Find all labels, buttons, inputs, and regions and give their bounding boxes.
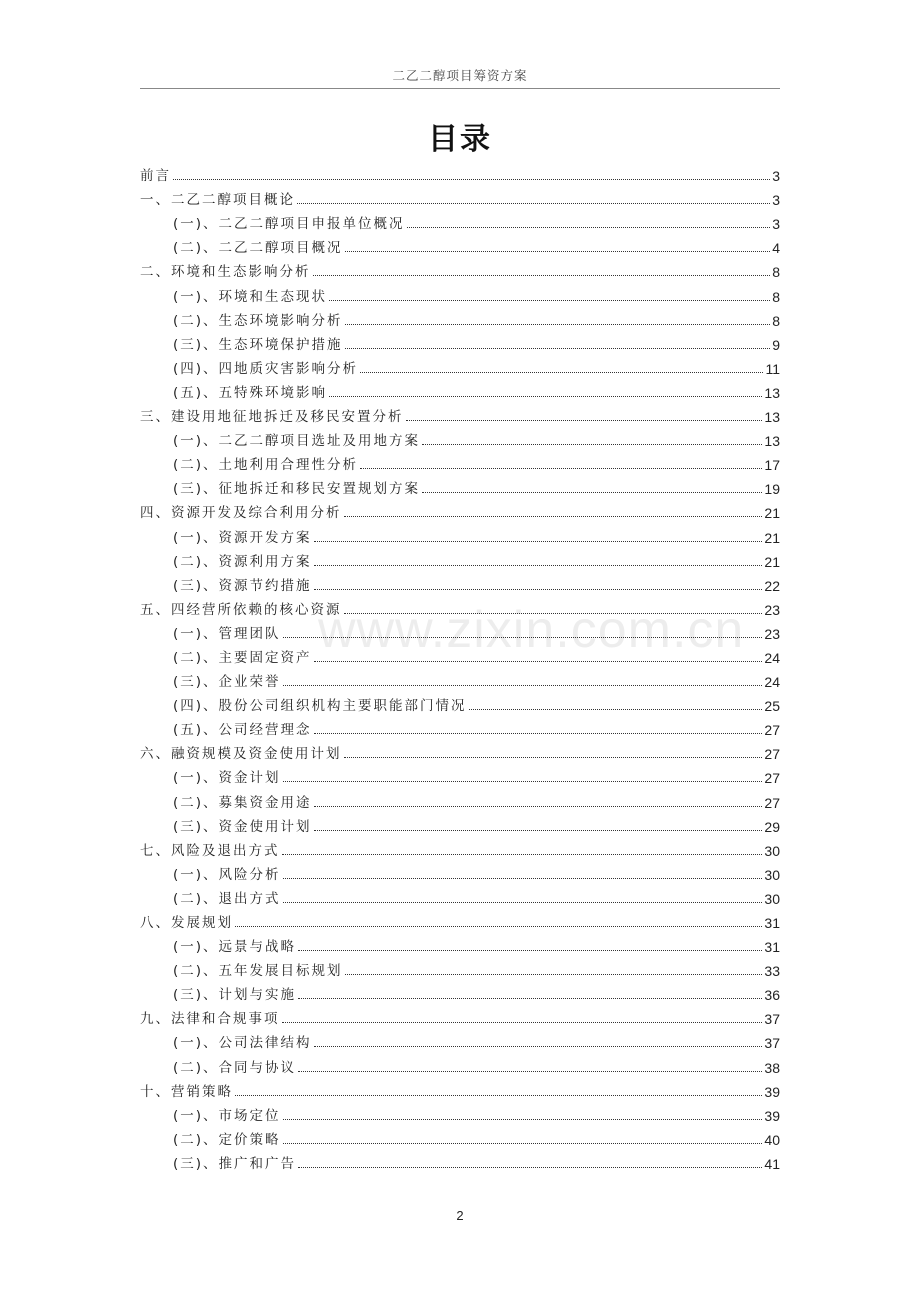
toc-entry-label: (二)、二乙二醇项目概况 bbox=[173, 240, 343, 257]
dot-leader bbox=[314, 661, 763, 662]
toc-entry-label: (五)、公司经营理念 bbox=[173, 722, 312, 739]
dot-leader bbox=[173, 179, 770, 180]
dot-leader bbox=[469, 709, 763, 710]
toc-subentry[interactable] bbox=[140, 570, 780, 594]
dot-leader bbox=[422, 492, 762, 493]
toc-subentry[interactable] bbox=[140, 521, 780, 545]
toc-subentry[interactable] bbox=[140, 811, 780, 835]
dot-leader bbox=[329, 396, 762, 397]
dot-leader bbox=[283, 878, 763, 879]
running-header: 二乙二醇项目筹资方案 bbox=[392, 68, 528, 83]
toc-entry-label: (二)、主要固定资产 bbox=[173, 649, 312, 666]
toc-entry-page: 39 bbox=[764, 1083, 780, 1100]
toc-entry-page: 13 bbox=[764, 433, 780, 450]
toc-entry-label: 二、环境和生态影响分析 bbox=[140, 264, 311, 281]
toc-subentry[interactable] bbox=[140, 1027, 780, 1051]
toc-subentry[interactable] bbox=[140, 329, 780, 353]
dot-leader bbox=[345, 251, 771, 252]
toc-subentry[interactable] bbox=[140, 859, 780, 883]
toc-entry-page: 39 bbox=[764, 1107, 780, 1124]
toc-entry-page: 13 bbox=[764, 409, 780, 426]
toc-entry[interactable] bbox=[140, 594, 780, 618]
toc-subentry[interactable] bbox=[140, 353, 780, 377]
toc-subentry[interactable] bbox=[140, 979, 780, 1003]
toc-entry-label: (三)、计划与实施 bbox=[173, 987, 297, 1004]
dot-leader bbox=[422, 444, 762, 445]
watermark-text: www.zixin.com.cn bbox=[318, 601, 745, 659]
dot-leader bbox=[344, 613, 763, 614]
toc-entry-page: 21 bbox=[764, 505, 780, 522]
toc-entry-label: 七、风险及退出方式 bbox=[140, 842, 280, 859]
toc-subentry[interactable] bbox=[140, 1148, 780, 1172]
toc-entry-page: 3 bbox=[772, 216, 780, 233]
page-title: 目录 bbox=[428, 122, 492, 157]
toc-entry-label: (三)、资源节约措施 bbox=[173, 577, 312, 594]
dot-leader bbox=[313, 275, 771, 276]
dot-leader bbox=[283, 1143, 763, 1144]
toc-entry-label: (一)、资源开发方案 bbox=[173, 529, 312, 546]
toc-entry-page: 23 bbox=[764, 625, 780, 642]
toc-entry-label: (一)、市场定位 bbox=[173, 1107, 281, 1124]
toc-subentry[interactable] bbox=[140, 305, 780, 329]
dot-leader bbox=[314, 565, 763, 566]
toc-entry-label: (二)、定价策略 bbox=[173, 1131, 281, 1148]
toc-entry[interactable] bbox=[140, 835, 780, 859]
toc-entry-page: 27 bbox=[764, 746, 780, 763]
toc-entry[interactable] bbox=[140, 184, 780, 208]
toc-entry-label: 八、发展规划 bbox=[140, 915, 233, 931]
toc-entry-label: (一)、风险分析 bbox=[173, 866, 281, 883]
dot-leader bbox=[298, 950, 762, 951]
toc-entry-page: 4 bbox=[772, 240, 780, 257]
toc-subentry[interactable] bbox=[140, 1051, 780, 1075]
toc-entry[interactable] bbox=[140, 1003, 780, 1027]
toc-subentry[interactable] bbox=[140, 642, 780, 666]
toc-subentry[interactable] bbox=[140, 714, 780, 738]
dot-leader bbox=[282, 1022, 763, 1023]
table-of-contents bbox=[140, 160, 780, 1172]
toc-subentry[interactable] bbox=[140, 931, 780, 955]
toc-entry-page: 24 bbox=[764, 674, 780, 691]
dot-leader bbox=[360, 468, 762, 469]
toc-entry[interactable] bbox=[140, 1076, 780, 1100]
toc-entry-label: (四)、股份公司组织机构主要职能部门情况 bbox=[173, 698, 467, 715]
toc-subentry[interactable] bbox=[140, 232, 780, 256]
toc-entry-page: 3 bbox=[772, 168, 780, 185]
toc-subentry[interactable] bbox=[140, 1100, 780, 1124]
toc-subentry[interactable] bbox=[140, 762, 780, 786]
toc-subentry[interactable] bbox=[140, 666, 780, 690]
toc-entry-label: (三)、资金使用计划 bbox=[173, 818, 312, 835]
header-divider bbox=[140, 88, 780, 89]
dot-leader bbox=[298, 1167, 762, 1168]
toc-entry-page: 24 bbox=[764, 649, 780, 666]
dot-leader bbox=[345, 324, 771, 325]
dot-leader bbox=[282, 854, 763, 855]
dot-leader bbox=[283, 902, 763, 903]
dot-leader bbox=[329, 300, 770, 301]
toc-entry-page: 21 bbox=[764, 553, 780, 570]
toc-entry-label: (一)、二乙二醇项目选址及用地方案 bbox=[173, 433, 421, 450]
toc-entry[interactable] bbox=[140, 160, 780, 184]
toc-entry-page: 27 bbox=[764, 794, 780, 811]
toc-entry-label: (二)、生态环境影响分析 bbox=[173, 312, 343, 329]
toc-entry-label: (三)、推广和广告 bbox=[173, 1155, 297, 1172]
dot-leader bbox=[314, 1046, 763, 1047]
dot-leader bbox=[407, 227, 771, 228]
toc-entry-label: (一)、二乙二醇项目申报单位概况 bbox=[173, 216, 405, 233]
toc-entry-page: 21 bbox=[764, 529, 780, 546]
toc-subentry[interactable] bbox=[140, 280, 780, 304]
toc-entry-page: 17 bbox=[764, 457, 780, 474]
toc-entry-page: 41 bbox=[764, 1155, 780, 1172]
toc-entry-page: 27 bbox=[764, 770, 780, 787]
toc-entry-page: 36 bbox=[764, 987, 780, 1004]
toc-entry-label: 前言 bbox=[140, 168, 171, 185]
toc-entry-label: (一)、环境和生态现状 bbox=[173, 288, 328, 305]
toc-entry-page: 3 bbox=[772, 192, 780, 209]
dot-leader bbox=[314, 830, 763, 831]
toc-entry-label: (二)、退出方式 bbox=[173, 890, 281, 907]
dot-leader bbox=[345, 974, 763, 975]
toc-entry[interactable] bbox=[140, 497, 780, 521]
toc-entry-label: 九、法律和合规事项 bbox=[140, 1011, 280, 1028]
toc-entry-label: (四)、四地质灾害影响分析 bbox=[173, 360, 359, 377]
toc-entry-page: 33 bbox=[764, 963, 780, 980]
dot-leader bbox=[298, 998, 762, 999]
page-number: 2 bbox=[456, 1208, 464, 1223]
toc-entry-label: 六、融资规模及资金使用计划 bbox=[140, 746, 342, 763]
dot-leader bbox=[283, 781, 763, 782]
dot-leader bbox=[345, 348, 771, 349]
toc-entry[interactable] bbox=[140, 907, 780, 931]
toc-entry-page: 31 bbox=[764, 939, 780, 956]
toc-entry-label: (五)、五特殊环境影响 bbox=[173, 384, 328, 401]
toc-entry-label: 十、营销策略 bbox=[140, 1083, 233, 1100]
toc-entry-label: (一)、管理团队 bbox=[173, 625, 281, 642]
toc-entry[interactable] bbox=[140, 401, 780, 425]
toc-subentry[interactable] bbox=[140, 1124, 780, 1148]
toc-entry-page: 30 bbox=[764, 866, 780, 883]
toc-entry-label: (二)、土地利用合理性分析 bbox=[173, 457, 359, 474]
dot-leader bbox=[314, 541, 763, 542]
dot-leader bbox=[283, 1119, 763, 1120]
toc-entry-label: 一、二乙二醇项目概论 bbox=[140, 192, 295, 209]
toc-entry-label: 四、资源开发及综合利用分析 bbox=[140, 505, 342, 522]
dot-leader bbox=[406, 420, 763, 421]
toc-entry-page: 27 bbox=[764, 722, 780, 739]
toc-subentry[interactable] bbox=[140, 208, 780, 232]
toc-entry-page: 23 bbox=[764, 601, 780, 618]
dot-leader bbox=[344, 516, 763, 517]
toc-entry-label: (二)、募集资金用途 bbox=[173, 794, 312, 811]
toc-entry-page: 37 bbox=[764, 1035, 780, 1052]
toc-entry-page: 31 bbox=[764, 915, 780, 931]
toc-entry-page: 22 bbox=[764, 577, 780, 594]
toc-entry-page: 40 bbox=[764, 1131, 780, 1148]
toc-entry-page: 8 bbox=[772, 264, 780, 281]
toc-entry-page: 8 bbox=[772, 288, 780, 305]
toc-entry-page: 9 bbox=[772, 336, 780, 353]
toc-entry-page: 37 bbox=[764, 1011, 780, 1028]
dot-leader bbox=[235, 926, 762, 927]
toc-subentry[interactable] bbox=[140, 955, 780, 979]
dot-leader bbox=[314, 806, 763, 807]
toc-subentry[interactable] bbox=[140, 473, 780, 497]
toc-entry-page: 11 bbox=[765, 360, 780, 377]
dot-leader bbox=[314, 733, 763, 734]
toc-entry-page: 13 bbox=[764, 384, 780, 401]
toc-entry-page: 25 bbox=[764, 698, 780, 715]
dot-leader bbox=[314, 589, 763, 590]
toc-entry-label: (二)、合同与协议 bbox=[173, 1059, 297, 1076]
toc-entry-label: (三)、生态环境保护措施 bbox=[173, 336, 343, 353]
toc-subentry[interactable] bbox=[140, 449, 780, 473]
toc-entry-label: (二)、资源利用方案 bbox=[173, 553, 312, 570]
dot-leader bbox=[297, 203, 770, 204]
toc-subentry[interactable] bbox=[140, 618, 780, 642]
dot-leader bbox=[298, 1071, 762, 1072]
dot-leader bbox=[235, 1095, 762, 1096]
toc-entry-label: 三、建设用地征地拆迁及移民安置分析 bbox=[140, 409, 404, 426]
toc-subentry[interactable] bbox=[140, 690, 780, 714]
toc-entry-label: (一)、远景与战略 bbox=[173, 939, 297, 956]
toc-entry-page: 30 bbox=[764, 890, 780, 907]
toc-entry-label: 五、四经营所依赖的核心资源 bbox=[140, 601, 342, 618]
toc-subentry[interactable] bbox=[140, 377, 780, 401]
toc-subentry[interactable] bbox=[140, 425, 780, 449]
toc-entry[interactable] bbox=[140, 256, 780, 280]
toc-entry-page: 30 bbox=[764, 842, 780, 859]
dot-leader bbox=[283, 637, 763, 638]
toc-entry-label: (二)、五年发展目标规划 bbox=[173, 963, 343, 980]
dot-leader bbox=[360, 372, 763, 373]
toc-entry-page: 8 bbox=[772, 312, 780, 329]
toc-entry-label: (一)、资金计划 bbox=[173, 770, 281, 787]
toc-entry-page: 38 bbox=[764, 1059, 780, 1076]
toc-entry[interactable] bbox=[140, 738, 780, 762]
dot-leader bbox=[283, 685, 763, 686]
toc-entry-page: 29 bbox=[764, 818, 780, 835]
toc-entry-page: 19 bbox=[764, 481, 780, 498]
toc-entry-label: (一)、公司法律结构 bbox=[173, 1035, 312, 1052]
dot-leader bbox=[344, 757, 763, 758]
toc-subentry[interactable] bbox=[140, 786, 780, 810]
toc-entry-label: (三)、企业荣誉 bbox=[173, 674, 281, 691]
toc-entry-label: (三)、征地拆迁和移民安置规划方案 bbox=[173, 481, 421, 498]
toc-subentry[interactable] bbox=[140, 546, 780, 570]
toc-subentry[interactable] bbox=[140, 883, 780, 907]
